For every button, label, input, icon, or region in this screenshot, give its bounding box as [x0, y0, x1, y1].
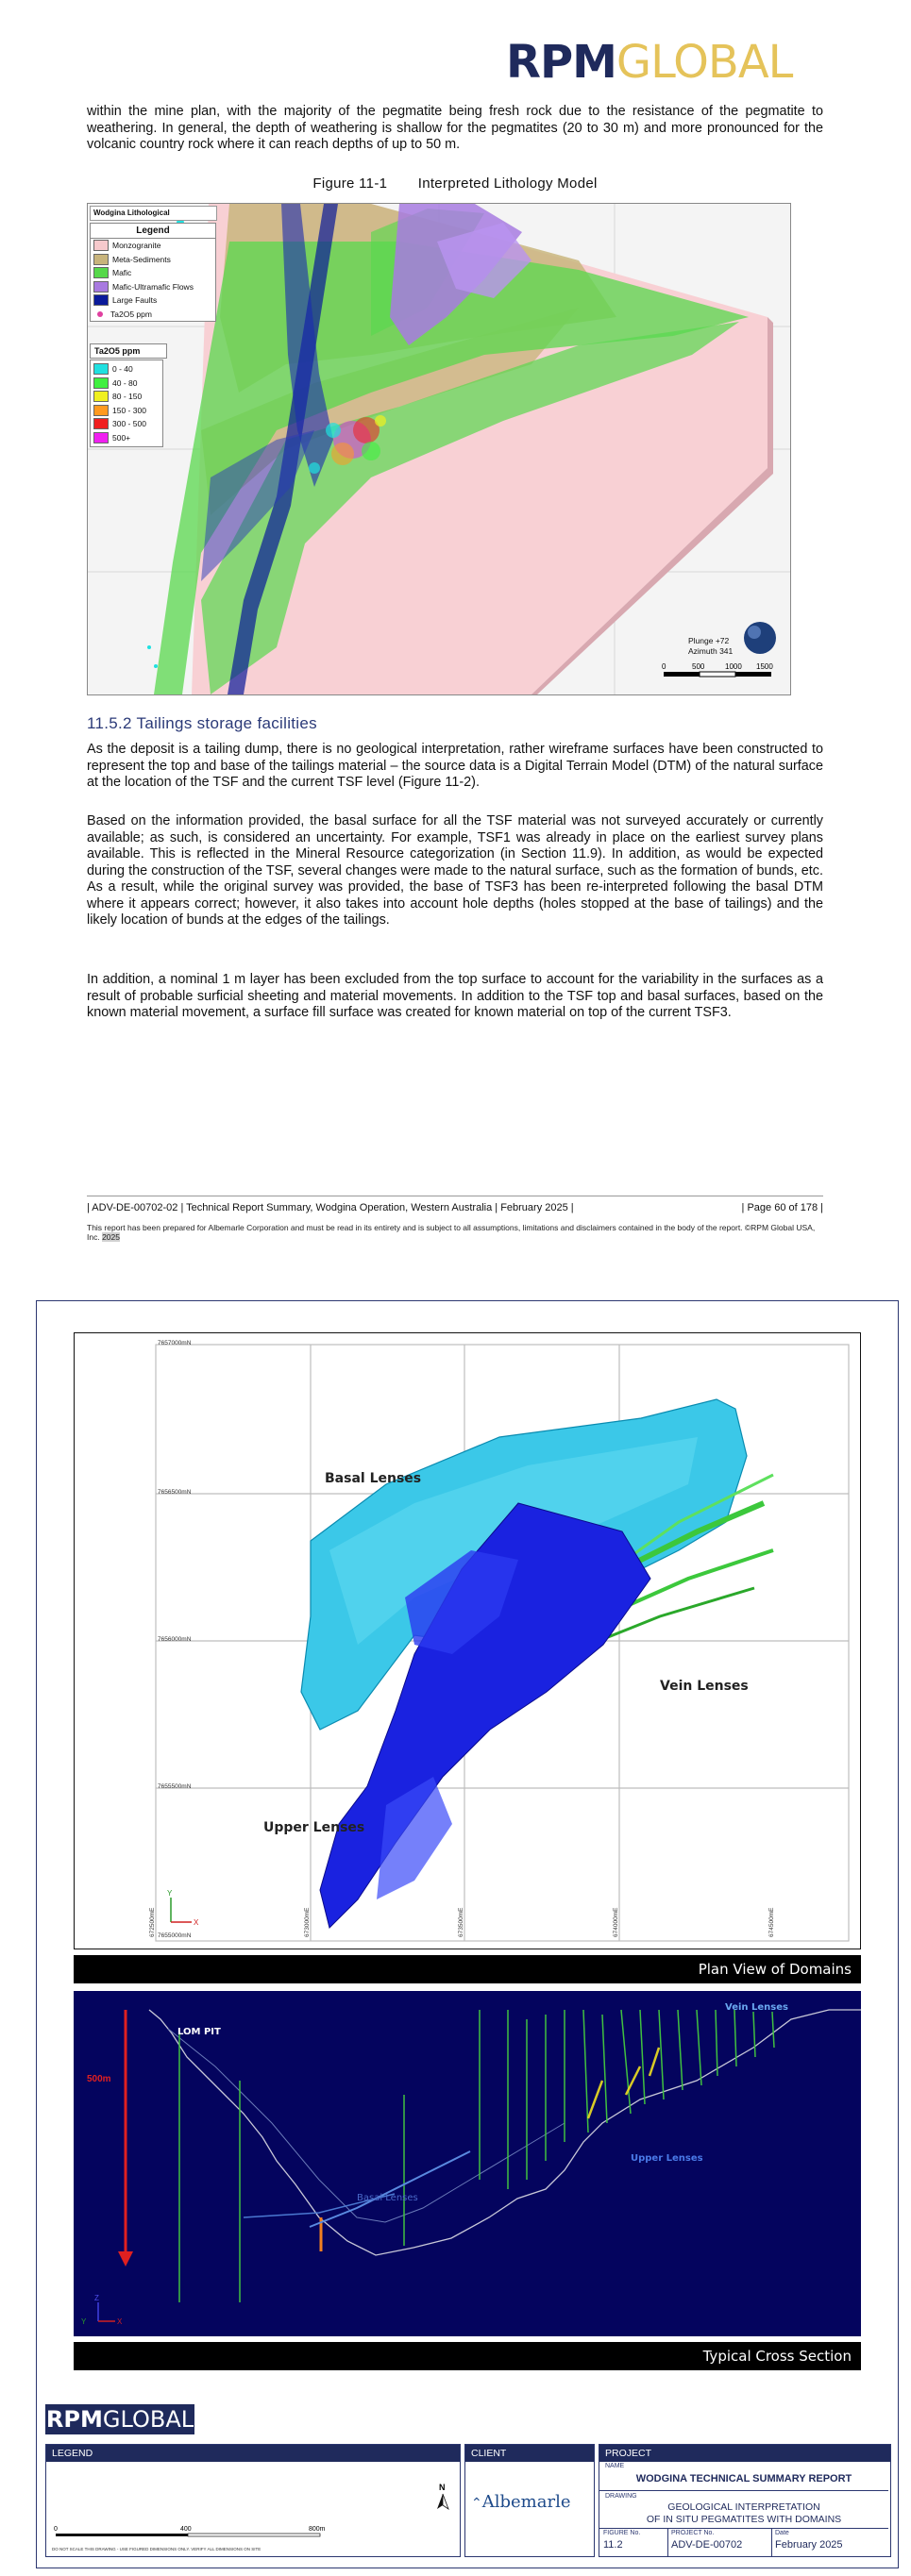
section-heading: 11.5.2 Tailings storage facilities — [87, 714, 317, 732]
upper-lenses-label: Upper Lenses — [631, 2153, 703, 2164]
ta-item: 150 - 300 — [91, 404, 162, 418]
legend-swatch — [93, 294, 109, 306]
figure-title: Interpreted Lithology Model — [417, 176, 598, 192]
northing-label: 7657000mN — [158, 1340, 192, 1347]
northing-label: 7655500mN — [158, 1783, 192, 1790]
axis-triad-icon — [167, 1889, 199, 1927]
project-header: PROJECT — [599, 2445, 890, 2462]
figure-number: Figure 11-1 — [312, 176, 388, 192]
intro-paragraph: within the mine plan, with the majority of the pegmatite being fresh rock due to the resistance of the pegmatite to weathering. In general, the depth of weathering is shallow for the pegmatites (20 to 30 m) and more pronounced for the volcanic country rock where it can reach depths of up to 50 m. — [87, 104, 823, 152]
project-number-value: ADV-DE-00702 — [671, 2539, 743, 2551]
easting-label: 674500mE — [768, 1907, 775, 1937]
legend-item: Meta-Sediments — [91, 253, 215, 267]
svg-text:0: 0 — [662, 662, 666, 671]
easting-label: 673000mE — [304, 1907, 311, 1937]
legend-header: LEGEND — [46, 2445, 460, 2462]
ta-item: 40 - 80 — [91, 376, 162, 391]
svg-text:800m: 800m — [309, 2526, 326, 2533]
orientation-globe-icon — [744, 622, 776, 654]
scale-disclaimer: DO NOT SCALE THIS DRAWING - USE FIGURED DIMENSIONS ONLY. VERIFY ALL DIMENSIONS ON SITE — [52, 2547, 261, 2551]
legend-item: Mafic-Ultramafic Flows — [91, 280, 215, 294]
legend-item: Large Faults — [91, 293, 215, 308]
northing-label: 7656500mN — [158, 1489, 192, 1496]
legend-swatch — [93, 254, 109, 265]
rpm-global-logo-small: RPMGLOBAL — [45, 2406, 194, 2433]
upper-lenses-label: Upper Lenses — [263, 1820, 365, 1835]
scale-and-north — [46, 2462, 458, 2554]
legend-swatch — [93, 281, 109, 293]
legend-title: Legend — [91, 224, 215, 239]
legend-swatch — [93, 267, 109, 278]
section-paragraph-1: As the deposit is a tailing dump, there is no geological interpretation, rather wireframe surfaces have been constructed to represent the top and base of the tailings material – the source data is a Digital Terrain Model (DTM) of the natural surface at the location of the TSF and the current TSF level (Figure 11-2). — [87, 742, 823, 790]
legend-swatch — [93, 240, 109, 251]
vein-lenses-label: Vein Lenses — [660, 1679, 749, 1694]
northing-label: 7655000mN — [158, 1932, 192, 1939]
ta-item: 500+ — [91, 431, 162, 445]
ta2o5-legend — [90, 360, 163, 447]
date-value: February 2025 — [775, 2539, 843, 2551]
plan-view-figure — [74, 1332, 861, 1949]
albemarle-mark-icon: ⌃ — [471, 2496, 482, 2511]
dot-icon — [97, 311, 103, 317]
panel-title: Wodgina Lithological — [90, 206, 217, 221]
scale-500m-label: 500m — [87, 2074, 111, 2084]
svg-text:400: 400 — [180, 2526, 192, 2533]
svg-text:0: 0 — [54, 2526, 58, 2533]
basal-lenses-label: Basal Lenses — [357, 2193, 418, 2203]
vein-lenses-label: Vein Lenses — [725, 2002, 788, 2013]
footer-doc-ref: | ADV-DE-00702-02 | Technical Report Summary, Wodgina Operation, Western Australia | February 2025 | — [87, 1202, 574, 1213]
basal-lenses-label: Basal Lenses — [325, 1471, 422, 1486]
page-number: | Page 60 of 178 | — [741, 1202, 823, 1213]
ta-item: 80 - 150 — [91, 390, 162, 404]
svg-text:X: X — [117, 2317, 123, 2326]
figure-caption — [87, 176, 823, 192]
lithology-map — [87, 203, 791, 695]
svg-text:X: X — [194, 1918, 199, 1927]
plan-view-graphic — [75, 1333, 861, 1949]
svg-text:Y: Y — [167, 1889, 173, 1898]
easting-label: 672500mE — [149, 1907, 156, 1937]
rpm-global-logo: RPMGLOBAL — [506, 36, 793, 89]
drawing-title: GEOLOGICAL INTERPRETATION OF IN SITU PEGMATITES WITH DOMAINS — [646, 2501, 842, 2525]
client-header: CLIENT — [465, 2445, 594, 2462]
svg-text:500: 500 — [692, 662, 705, 671]
footer-disclaimer: This report has been prepared for Albemarle Corporation and must be read in its entirety and is subject to all assumptions, limitations and disclaimers contained in the body of the report. ©RPM Global USA, Inc. 2025 — [87, 1223, 816, 1242]
plan-view-caption: Plan View of Domains — [74, 1955, 861, 1983]
title-block-project: PROJECT NAME WODGINA TECHNICAL SUMMARY REPORT DRAWING GEOLOGICAL INTERPRETATION OF IN SITU PEGMATITES WITH DOMAINS FIGURE No. 11.2 PROJECT No. ADV-DE-00702 Date February 2025 — [599, 2444, 891, 2557]
title-block-legend — [45, 2444, 461, 2557]
ta-item: 300 - 500 — [91, 417, 162, 431]
title-block-client — [464, 2444, 595, 2557]
legend-item: Monzogranite — [91, 239, 215, 253]
svg-text:N: N — [439, 2483, 446, 2492]
easting-label: 673500mE — [458, 1907, 464, 1937]
albemarle-logo: ⌃Albemarle — [471, 2492, 571, 2512]
cross-section-graphic — [74, 1991, 861, 2336]
figure-number-value: 11.2 — [603, 2539, 623, 2551]
ta2o5-legend-title: Ta2O5 ppm — [90, 343, 167, 359]
svg-text:Z: Z — [94, 2294, 99, 2302]
svg-text:1500: 1500 — [756, 662, 773, 671]
cross-section-figure — [74, 1991, 861, 2336]
section-paragraph-3: In addition, a nominal 1 m layer has been excluded from the top surface to account for the variability in the surfaces as a result of probable surficial sheeting and material movements. In addition to the TSF top and basal surfaces, based on the known material movement, a surface fill surface was created for known material on top of the current TSF3. — [87, 972, 823, 1020]
svg-text:Y: Y — [81, 2317, 87, 2326]
north-arrow-icon — [437, 2483, 448, 2509]
cross-section-caption: Typical Cross Section — [74, 2342, 861, 2370]
section-paragraph-2: Based on the information provided, the basal surface for all the TSF material was not surveyed accurately or currently available; as such, is considered an uncertainty. For example, TSF1 was already in place on the earliest survey plans available. This is reflected in the Mineral Resource categorization (in Section 11.9). In addition, as would be expected during the construction of the TSF, several changes were made to the natural surface, such as the formation of bunds, etc. As a result, while the original survey was provided, the base of TSF3 has been re-interpreted following the basal DTM where it appears correct; however, it also takes into account hole depths (holes stopped at the base of tailings) and the likely location of bunds at the edges of the tailings. — [87, 813, 823, 928]
easting-label: 674000mE — [613, 1907, 619, 1937]
drawing-scale-bar — [54, 2526, 326, 2536]
legend-item: Ta2O5 ppm — [91, 308, 215, 322]
legend-item: Mafic — [91, 266, 215, 280]
northing-label: 7656000mN — [158, 1636, 192, 1643]
project-name: WODGINA TECHNICAL SUMMARY REPORT — [635, 2473, 852, 2484]
plunge-azimuth: Plunge +72 Azimuth 341 — [688, 636, 734, 656]
svg-text:1000: 1000 — [725, 662, 742, 671]
ta-item: 0 - 40 — [91, 362, 162, 376]
lom-pit-label: LOM PIT — [177, 2027, 221, 2037]
page-footer — [87, 1202, 823, 1213]
lithology-legend — [90, 223, 216, 322]
